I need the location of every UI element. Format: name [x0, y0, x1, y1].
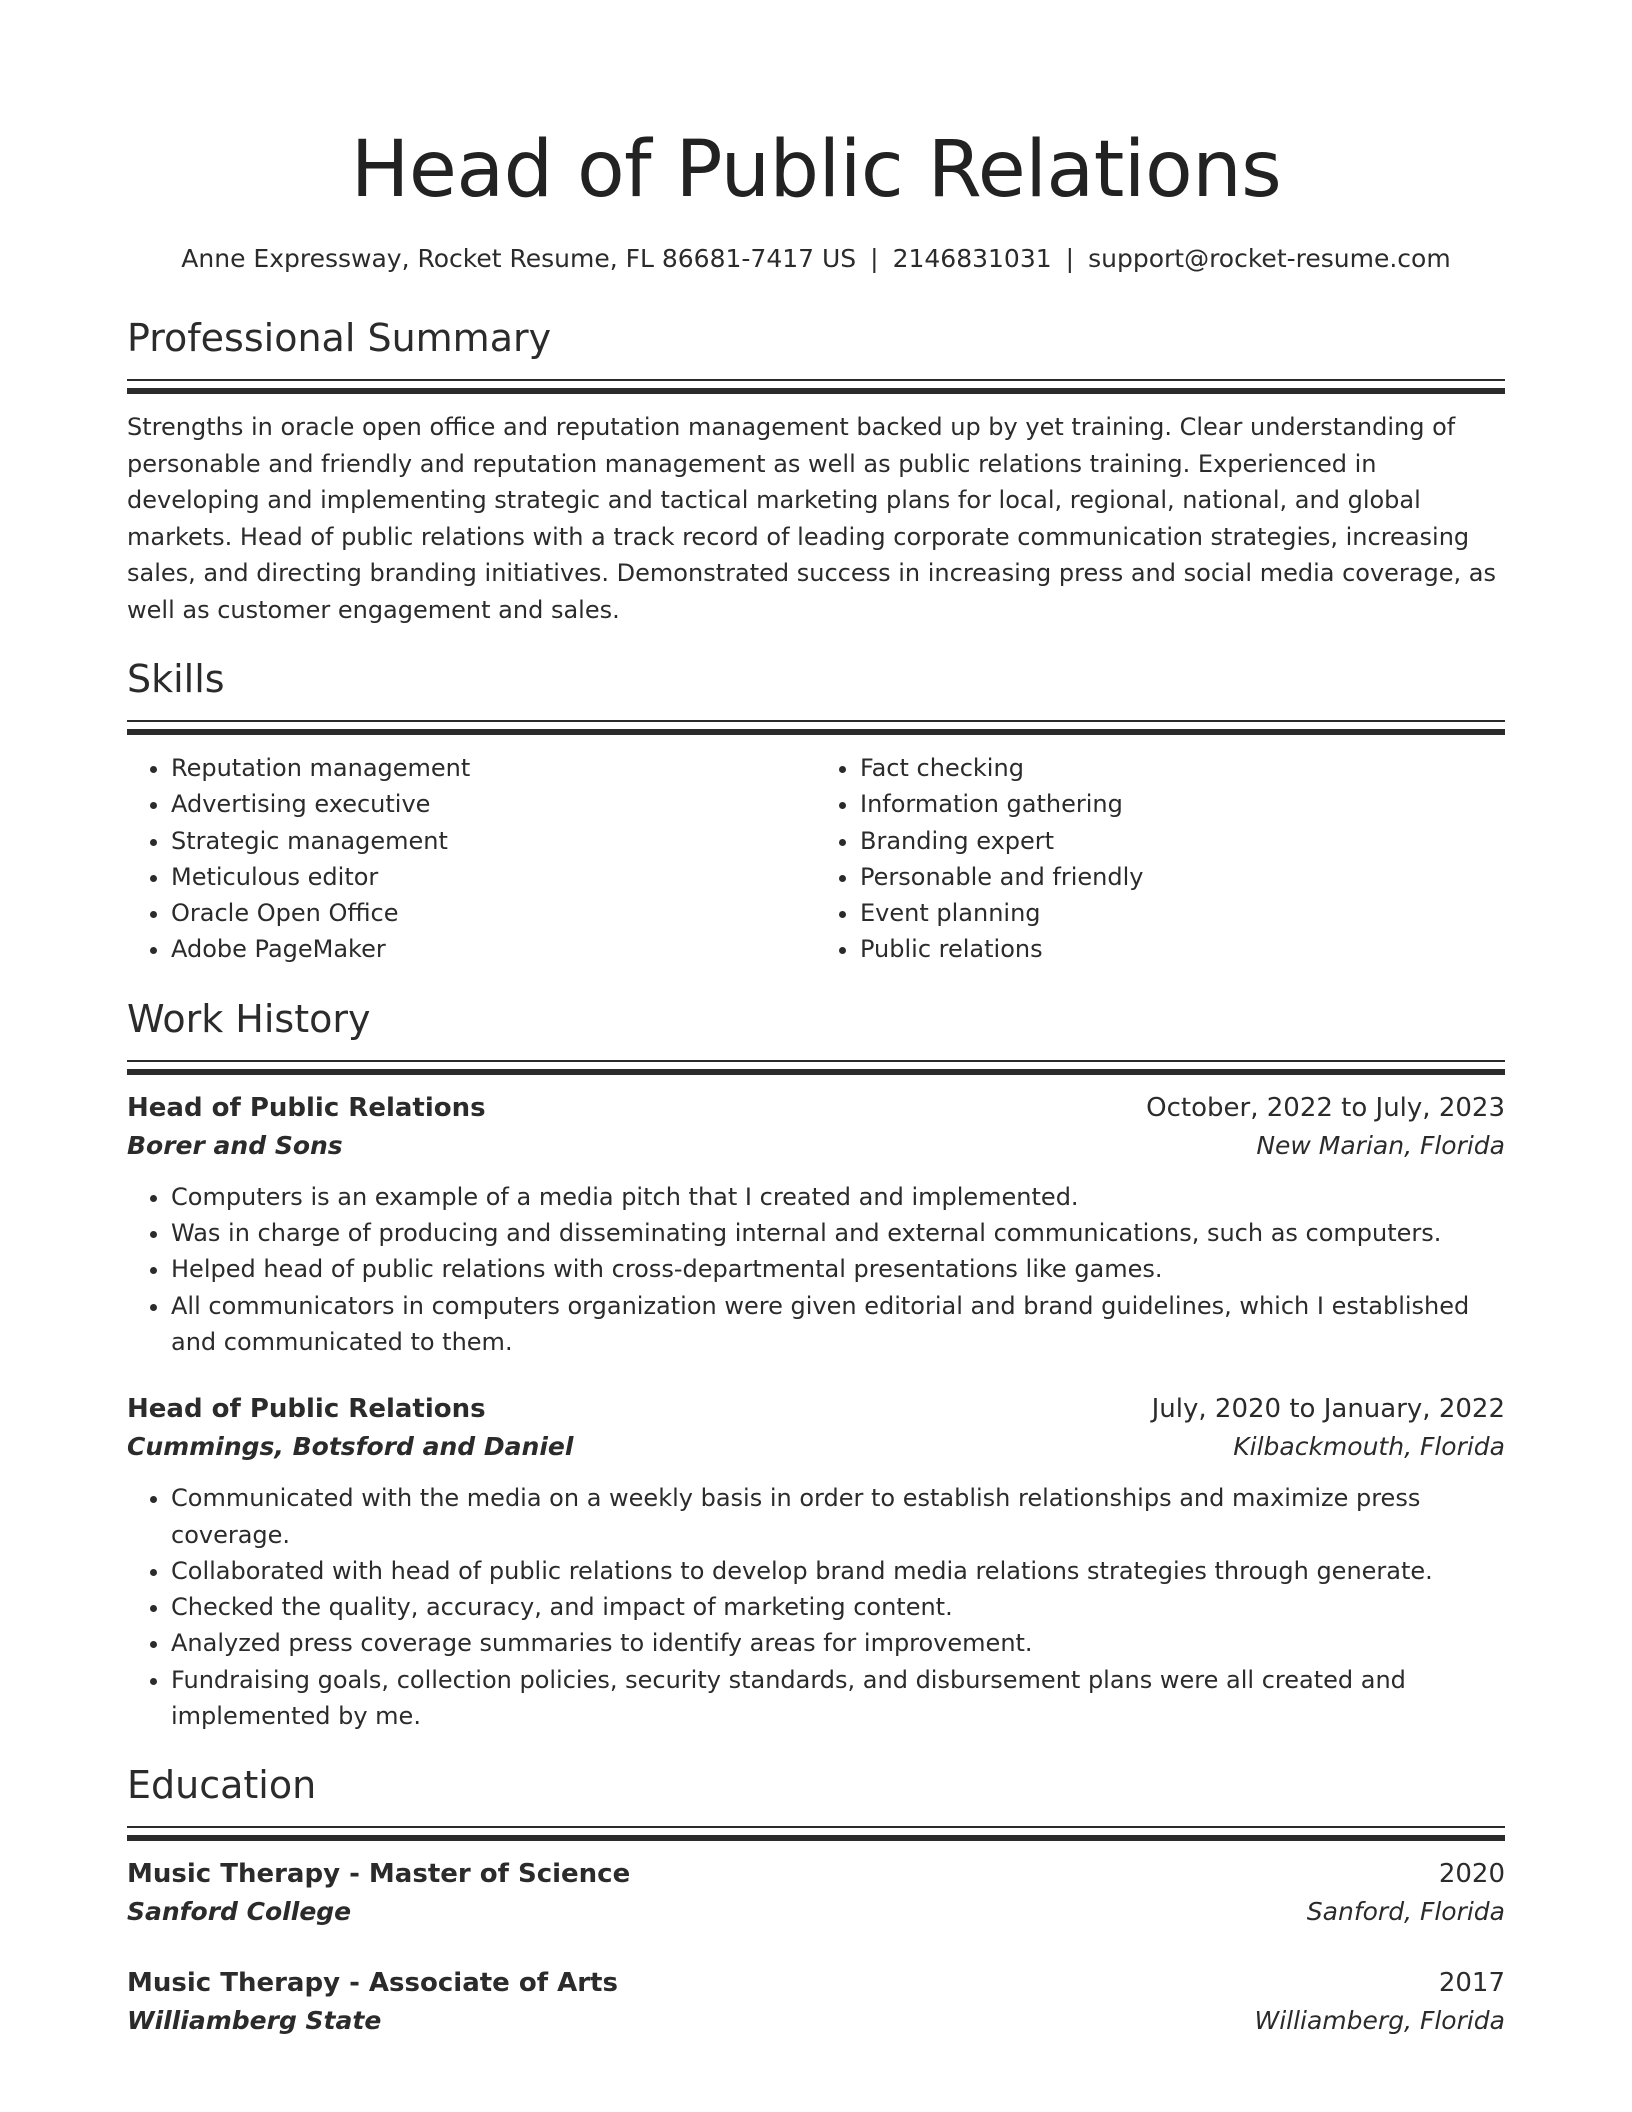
education-header-row [127, 1855, 1505, 1893]
education-entry [127, 1855, 1505, 1931]
job-bullets [127, 1179, 1505, 1360]
skills-section [127, 653, 1505, 968]
job-bullet: • Fundraising goals, collection policies, security standards, and disbursement plans were all created and implemented by me. [171, 1662, 1505, 1735]
job-dates: October, 2022 to July, 2023 [1146, 1092, 1505, 1123]
skill-item: • Personable and friendly [860, 859, 1505, 895]
job-bullet: • Communicated with the media on a weekly basis in order to establish relationships and maximize press coverage. [171, 1480, 1505, 1553]
skill-item: • Strategic management [171, 823, 816, 859]
contact-separator: | [1065, 244, 1075, 273]
skill-item: • Public relations [860, 931, 1505, 967]
section-title-summary: Professional Summary [127, 316, 552, 360]
job-bullet: • Analyzed press coverage summaries to identify areas for improvement. [171, 1625, 1505, 1661]
skill-item: • Information gathering [860, 786, 1505, 822]
job-title: Head of Public Relations [127, 1394, 486, 1425]
section-divider [127, 1060, 1505, 1075]
skill-item: • Fact checking [860, 750, 1505, 786]
section-divider [127, 379, 1505, 394]
job-header-row [127, 1089, 1505, 1127]
job-company: Borer and Sons [127, 1130, 343, 1160]
job-bullets [127, 1480, 1505, 1734]
education-org-row [127, 1893, 1505, 1931]
skill-item: • Event planning [860, 895, 1505, 931]
job-location: New Marian, Florida [1256, 1130, 1505, 1160]
job-company: Cummings, Botsford and Daniel [127, 1432, 574, 1462]
job-header-row [127, 1390, 1505, 1428]
education-year: 2017 [1438, 1968, 1505, 1999]
skill-item: • Meticulous editor [171, 859, 816, 895]
job-bullet: • Helped head of public relations with cross-departmental presentations like games. [171, 1251, 1505, 1287]
skills-columns [127, 750, 1505, 968]
skill-item: • Branding expert [860, 823, 1505, 859]
education-location: Sanford, Florida [1306, 1897, 1505, 1927]
summary-section [127, 312, 1505, 628]
skill-item: • Adobe PageMaker [171, 931, 816, 967]
job-location: Kilbackmouth, Florida [1233, 1432, 1505, 1462]
skills-left-list [127, 750, 816, 968]
job-entry [127, 1089, 1505, 1360]
section-title-work: Work History [127, 996, 371, 1041]
skill-item: • Reputation management [171, 750, 816, 786]
job-org-row [127, 1127, 1505, 1165]
contact-separator: | [870, 244, 879, 273]
skill-item: • Oracle Open Office [171, 895, 816, 931]
contact-address: Anne Expressway, Rocket Resume, FL 86681-7417 US [181, 244, 857, 273]
education-year: 2020 [1438, 1859, 1505, 1890]
summary-text: Strengths in oracle open office and reputation management backed up by yet training. Clear understanding of personable and friendly and reputation management as well as public relations training. Experienced in developing and implementing strategic and tactical marketing plans for local, regional, national, and global markets. Head of public relations with a track record of leading corporate communication strategies, increasing sales, and directing branding initiatives. Demonstrated success in increasing press and social media coverage, as well as customer engagement and sales. [127, 413, 1496, 624]
job-org-row [127, 1428, 1505, 1466]
education-org-row [127, 2002, 1505, 2040]
skills-right-list [816, 750, 1505, 968]
job-entry [127, 1390, 1505, 1734]
section-title-education: Education [127, 1763, 317, 1808]
section-divider [127, 1826, 1505, 1841]
job-bullet: • All communicators in computers organization were given editorial and brand guidelines, which I established and communicated to them. [171, 1288, 1505, 1361]
education-school: Sanford College [127, 1897, 352, 1927]
contact-phone: 2146831031 [892, 244, 1052, 273]
contact-line [127, 242, 1505, 276]
job-bullet: • Checked the quality, accuracy, and impact of marketing content. [171, 1589, 1505, 1625]
job-bullet: • Collaborated with head of public relations to develop brand media relations strategies through generate. [171, 1553, 1505, 1589]
job-bullet: • Computers is an example of a media pitch that I created and implemented. [171, 1179, 1505, 1215]
education-location: Williamberg, Florida [1254, 2006, 1505, 2036]
resume-name: Head of Public Relations [350, 125, 1282, 215]
education-degree: Music Therapy - Master of Science [127, 1859, 631, 1890]
education-header-row [127, 1964, 1505, 2002]
job-dates: July, 2020 to January, 2022 [1151, 1394, 1505, 1425]
education-school: Williamberg State [127, 2006, 382, 2036]
education-entry [127, 1964, 1505, 2040]
section-divider [127, 720, 1505, 735]
job-title: Head of Public Relations [127, 1092, 486, 1123]
contact-email[interactable]: support@rocket-resume.com [1088, 244, 1451, 273]
job-bullet: • Was in charge of producing and disseminating internal and external communications, such as computers. [171, 1215, 1505, 1251]
section-title-skills: Skills [127, 657, 225, 701]
skill-item: • Advertising executive [171, 786, 816, 822]
education-section [127, 1759, 1505, 2040]
education-degree: Music Therapy - Associate of Arts [127, 1968, 618, 1999]
work-section [127, 993, 1505, 1735]
